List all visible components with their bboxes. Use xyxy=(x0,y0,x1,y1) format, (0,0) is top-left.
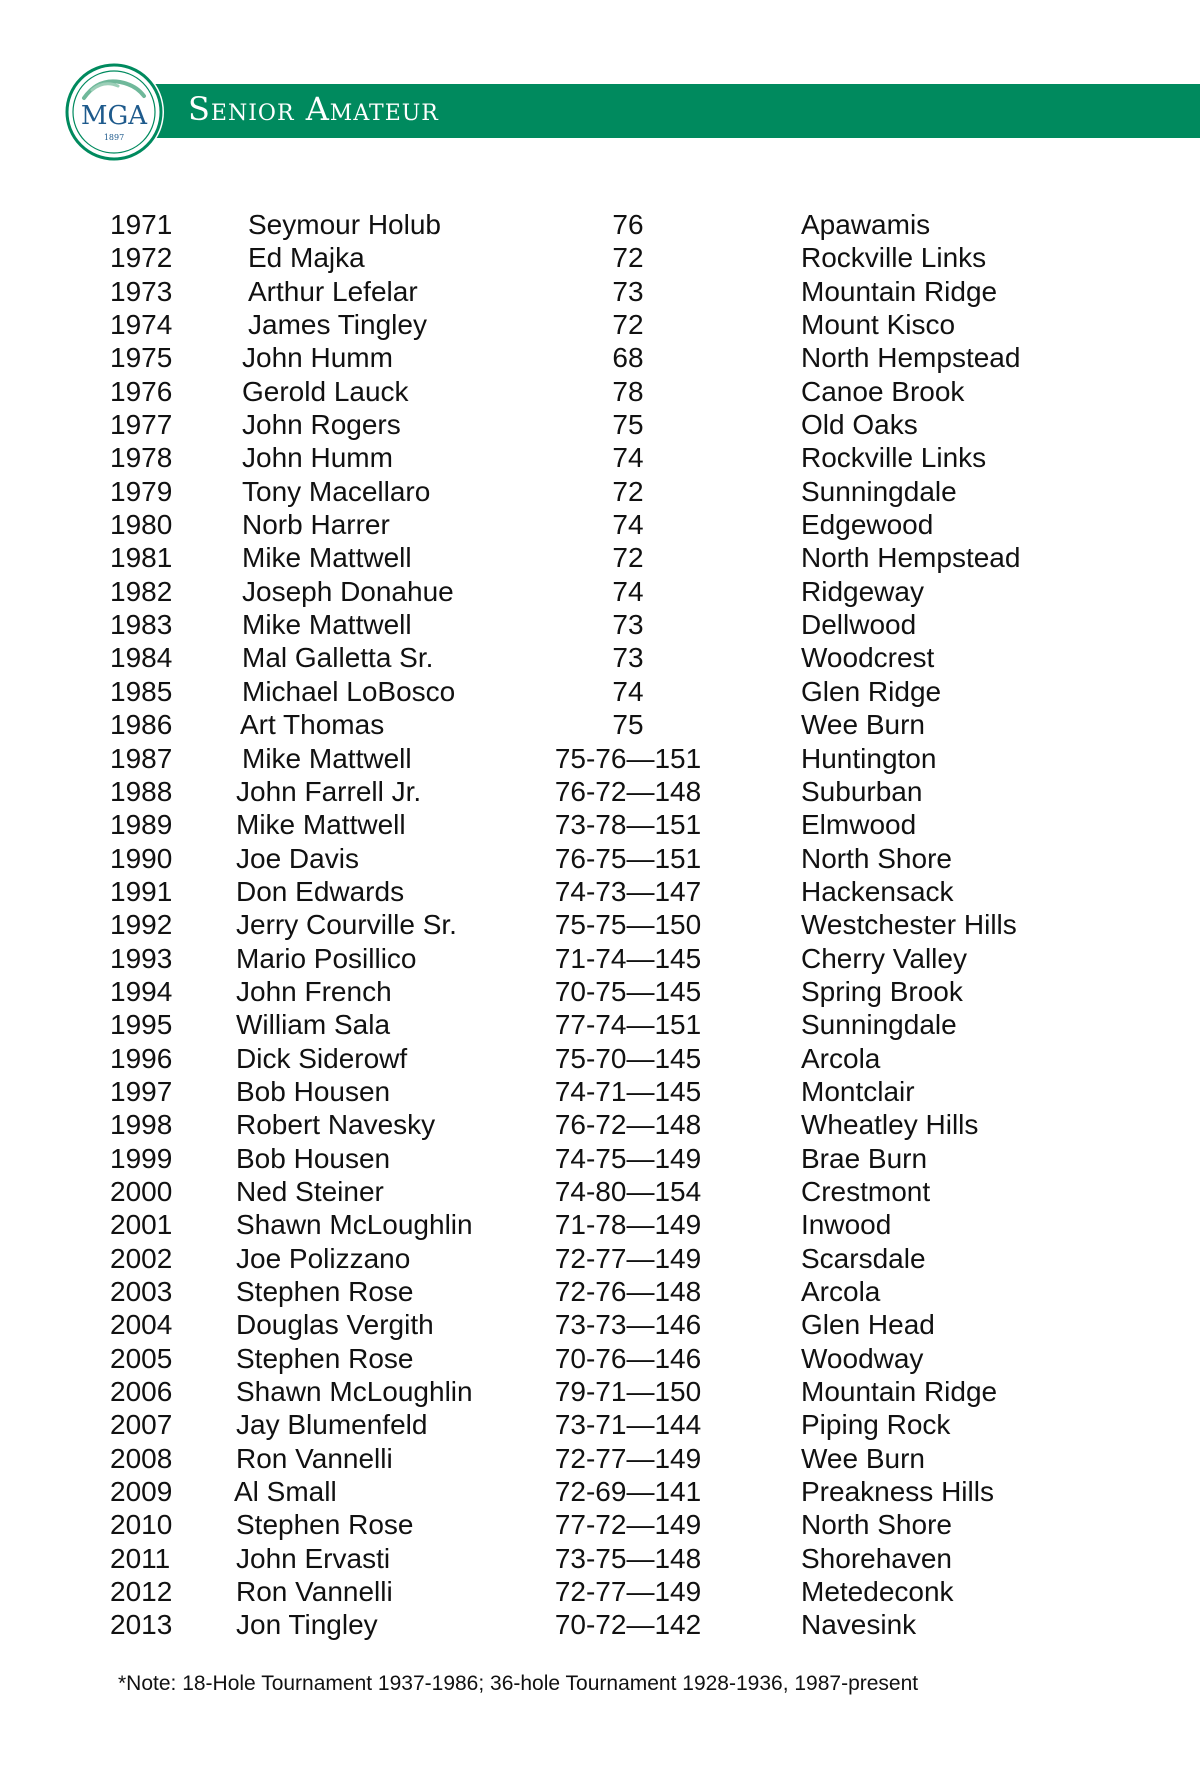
winner-cell: Ron Vannelli xyxy=(236,1576,393,1608)
table-row xyxy=(0,1275,1200,1308)
score-cell: 75 xyxy=(612,409,644,441)
winner-cell: Ned Steiner xyxy=(236,1175,384,1207)
club-cell: Canoe Brook xyxy=(801,375,965,407)
logo-text: MGA xyxy=(80,101,148,131)
table-row xyxy=(0,608,1200,641)
year-cell: 1983 xyxy=(110,609,173,641)
winner-cell: Mike Mattwell xyxy=(242,742,412,774)
score-cell: 73-71—144 xyxy=(554,1409,702,1441)
score-cell: 75-76—151 xyxy=(554,742,702,774)
table-row xyxy=(0,942,1200,975)
year-cell: 2010 xyxy=(110,1509,173,1541)
club-cell: Preakness Hills xyxy=(801,1476,994,1508)
score-cell: 74-73—147 xyxy=(554,875,702,907)
table-row xyxy=(0,441,1200,474)
year-cell: 1981 xyxy=(110,542,173,574)
year-cell: 2000 xyxy=(110,1175,173,1207)
club-cell: Apawamis xyxy=(801,209,931,240)
club-cell: Glen Head xyxy=(801,1309,935,1341)
table-row xyxy=(0,1608,1200,1641)
table-row xyxy=(0,1208,1200,1241)
club-cell: North Shore xyxy=(801,842,952,874)
table-row xyxy=(0,742,1200,775)
score-cell: 71-74—145 xyxy=(554,942,702,974)
table-row xyxy=(0,808,1200,841)
year-cell: 2006 xyxy=(110,1376,173,1408)
year-cell: 2005 xyxy=(110,1342,173,1374)
score-cell: 74 xyxy=(612,675,644,707)
score-cell: 73 xyxy=(612,642,644,674)
year-cell: 1973 xyxy=(110,275,173,307)
table-row xyxy=(0,1342,1200,1375)
club-cell: Hackensack xyxy=(801,875,954,907)
club-cell: Navesink xyxy=(801,1609,917,1641)
winner-cell: Bob Housen xyxy=(236,1142,391,1174)
club-cell: North Hempstead xyxy=(801,542,1021,574)
winner-cell: Jon Tingley xyxy=(236,1609,378,1641)
score-cell: 77-74—151 xyxy=(554,1009,702,1041)
year-cell: 1999 xyxy=(110,1142,173,1174)
year-cell: 1988 xyxy=(110,775,173,807)
year-cell: 2011 xyxy=(110,1542,171,1574)
score-cell: 76-72—148 xyxy=(554,775,702,807)
club-cell: Spring Brook xyxy=(801,975,963,1007)
winner-cell: Mike Mattwell xyxy=(242,542,412,574)
table-row xyxy=(0,1242,1200,1275)
score-cell: 72-77—149 xyxy=(554,1242,702,1274)
club-cell: Mountain Ridge xyxy=(801,275,998,307)
club-cell: Metedeconk xyxy=(801,1576,954,1608)
table-row xyxy=(0,1575,1200,1608)
winner-cell: Dick Siderowf xyxy=(236,1042,408,1074)
winner-cell: Mike Mattwell xyxy=(242,609,412,641)
score-cell: 75-70—145 xyxy=(554,1042,702,1074)
winner-cell: Stephen Rose xyxy=(236,1276,414,1307)
club-cell: North Hempstead xyxy=(801,342,1021,374)
club-cell: Crestmont xyxy=(801,1175,931,1207)
score-cell: 79-71—150 xyxy=(554,1376,702,1408)
score-cell: 74-80—154 xyxy=(554,1175,702,1207)
club-cell: Wee Burn xyxy=(801,709,925,741)
club-cell: Scarsdale xyxy=(801,1242,926,1274)
score-cell: 72 xyxy=(612,542,644,574)
winner-cell: Michael LoBosco xyxy=(242,675,456,707)
score-cell: 76-75—151 xyxy=(554,842,702,874)
score-cell: 72 xyxy=(612,309,644,341)
winner-cell: Mike Mattwell xyxy=(236,809,406,841)
score-cell: 76 xyxy=(612,209,644,240)
winner-cell: Joe Polizzano xyxy=(236,1242,411,1274)
score-cell: 74 xyxy=(612,575,644,607)
year-cell: 1980 xyxy=(110,509,173,541)
table-row xyxy=(0,1142,1200,1175)
table-row xyxy=(0,708,1200,741)
table-row xyxy=(0,475,1200,508)
score-cell: 72 xyxy=(612,475,644,507)
year-cell: 1971 xyxy=(110,209,173,240)
winner-cell: Bob Housen xyxy=(236,1075,391,1107)
year-cell: 2012 xyxy=(110,1576,173,1608)
year-cell: 1995 xyxy=(110,1009,173,1041)
table-row xyxy=(0,308,1200,341)
table-row xyxy=(0,541,1200,574)
club-cell: Ridgeway xyxy=(801,575,924,607)
club-cell: Westchester Hills xyxy=(801,909,1017,941)
year-cell: 1976 xyxy=(110,375,173,407)
winner-cell: Gerold Lauck xyxy=(242,375,409,407)
table-row xyxy=(0,1542,1200,1575)
winner-cell: Stephen Rose xyxy=(236,1509,414,1541)
year-cell: 2002 xyxy=(110,1242,173,1274)
score-cell: 70-76—146 xyxy=(554,1342,702,1374)
page-title: Senior Amateur xyxy=(188,90,439,128)
club-cell: Edgewood xyxy=(801,509,934,541)
logo-year: 1897 xyxy=(103,133,125,142)
winner-cell: Shawn McLoughlin xyxy=(236,1376,473,1408)
table-row xyxy=(0,1408,1200,1441)
year-cell: 1979 xyxy=(110,475,173,507)
score-cell: 72 xyxy=(612,242,644,274)
score-cell: 75-75—150 xyxy=(554,909,702,941)
year-cell: 1974 xyxy=(110,309,173,341)
table-row xyxy=(0,675,1200,708)
year-cell: 1998 xyxy=(110,1109,173,1141)
club-cell: Brae Burn xyxy=(801,1142,928,1174)
score-cell: 71-78—149 xyxy=(554,1209,702,1241)
year-cell: 2003 xyxy=(110,1276,173,1307)
club-cell: Wheatley Hills xyxy=(801,1109,979,1141)
score-cell: 73-78—151 xyxy=(554,809,702,841)
table-row xyxy=(0,975,1200,1008)
club-cell: Wee Burn xyxy=(801,1442,925,1474)
table-row xyxy=(0,508,1200,541)
score-cell: 74-71—145 xyxy=(554,1075,702,1107)
winner-cell: Al Small xyxy=(234,1476,337,1508)
table-row xyxy=(0,1008,1200,1041)
table-row xyxy=(0,1108,1200,1141)
winner-cell: Art Thomas xyxy=(240,709,385,741)
table-row xyxy=(0,408,1200,441)
club-cell: Elmwood xyxy=(801,809,917,841)
score-cell: 73 xyxy=(612,275,644,307)
table-row xyxy=(0,1308,1200,1341)
club-cell: Woodway xyxy=(801,1342,924,1374)
score-cell: 78 xyxy=(612,375,644,407)
club-cell: Old Oaks xyxy=(801,409,918,441)
year-cell: 1991 xyxy=(110,875,173,907)
table-row xyxy=(0,1475,1200,1508)
table-row xyxy=(0,341,1200,374)
winner-cell: John French xyxy=(236,975,392,1007)
winner-cell: Ed Majka xyxy=(248,242,365,274)
winner-cell: Joseph Donahue xyxy=(242,575,454,607)
score-cell: 72-69—141 xyxy=(554,1476,702,1508)
winner-cell: John Humm xyxy=(242,442,393,474)
table-row xyxy=(0,241,1200,274)
year-cell: 2001 xyxy=(110,1209,173,1241)
winner-cell: James Tingley xyxy=(248,309,427,341)
winner-cell: Stephen Rose xyxy=(236,1342,414,1374)
club-cell: Woodcrest xyxy=(801,642,935,674)
year-cell: 1987 xyxy=(110,742,173,774)
table-row xyxy=(0,1375,1200,1408)
table-row xyxy=(0,641,1200,674)
club-cell: Suburban xyxy=(801,775,923,807)
club-cell: Rockville Links xyxy=(801,242,987,274)
year-cell: 1977 xyxy=(110,409,173,441)
score-cell: 74-75—149 xyxy=(554,1142,702,1174)
table-row xyxy=(0,575,1200,608)
club-cell: Montclair xyxy=(801,1075,915,1107)
year-cell: 1975 xyxy=(110,342,173,374)
winner-cell: Arthur Lefelar xyxy=(248,275,418,307)
table-row xyxy=(0,908,1200,941)
club-cell: Huntington xyxy=(801,742,937,774)
footnote: *Note: 18-Hole Tournament 1937-1986; 36-hole Tournament 1928-1936, 1987-present xyxy=(118,1672,919,1695)
score-cell: 76-72—148 xyxy=(554,1109,702,1141)
year-cell: 2007 xyxy=(110,1409,173,1441)
score-cell: 68 xyxy=(612,342,644,374)
club-cell: Dellwood xyxy=(801,609,917,641)
score-cell: 74 xyxy=(612,442,644,474)
score-cell: 70-75—145 xyxy=(554,975,702,1007)
winner-cell: William Sala xyxy=(236,1009,391,1041)
score-cell: 72-77—149 xyxy=(554,1576,702,1608)
club-cell: Cherry Valley xyxy=(801,942,967,974)
year-cell: 2004 xyxy=(110,1309,173,1341)
score-cell: 72-76—148 xyxy=(554,1276,702,1307)
year-cell: 1985 xyxy=(110,675,173,707)
score-cell: 75 xyxy=(612,709,644,741)
year-cell: 1982 xyxy=(110,575,173,607)
score-cell: 77-72—149 xyxy=(554,1509,702,1541)
club-cell: Mount Kisco xyxy=(801,309,956,341)
year-cell: 1978 xyxy=(110,442,173,474)
year-cell: 1989 xyxy=(110,809,173,841)
club-cell: Inwood xyxy=(801,1209,892,1241)
winner-cell: John Ervasti xyxy=(236,1542,391,1574)
table-row xyxy=(0,1442,1200,1475)
club-cell: Piping Rock xyxy=(801,1409,951,1441)
year-cell: 2008 xyxy=(110,1442,173,1474)
winner-cell: John Farrell Jr. xyxy=(236,775,422,807)
winner-cell: Joe Davis xyxy=(236,842,359,874)
club-cell: Rockville Links xyxy=(801,442,987,474)
mga-logo xyxy=(62,60,166,164)
winner-cell: Jerry Courville Sr. xyxy=(236,909,457,941)
club-cell: North Shore xyxy=(801,1509,952,1541)
winner-cell: Mario Posillico xyxy=(236,942,417,974)
table-row xyxy=(0,1042,1200,1075)
year-cell: 1997 xyxy=(110,1075,173,1107)
winner-cell: Douglas Vergith xyxy=(236,1309,434,1341)
winner-cell: John Rogers xyxy=(242,409,401,441)
champions-list xyxy=(0,208,1200,1642)
year-cell: 2013 xyxy=(110,1609,173,1641)
table-row xyxy=(0,208,1200,241)
club-cell: Sunningdale xyxy=(801,475,957,507)
score-cell: 73-75—148 xyxy=(554,1542,702,1574)
table-row xyxy=(0,1508,1200,1541)
year-cell: 1994 xyxy=(110,975,173,1007)
year-cell: 1984 xyxy=(110,642,173,674)
table-row xyxy=(0,275,1200,308)
winner-cell: Shawn McLoughlin xyxy=(236,1209,473,1241)
club-cell: Arcola xyxy=(801,1042,881,1074)
winner-cell: Robert Navesky xyxy=(236,1109,436,1141)
title-banner xyxy=(150,84,1200,138)
score-cell: 72-77—149 xyxy=(554,1442,702,1474)
winner-cell: John Humm xyxy=(242,342,393,374)
club-cell: Sunningdale xyxy=(801,1009,957,1041)
winner-cell: Ron Vannelli xyxy=(236,1442,393,1474)
table-row xyxy=(0,375,1200,408)
score-cell: 74 xyxy=(612,509,644,541)
winner-cell: Mal Galletta Sr. xyxy=(242,642,434,674)
year-cell: 1992 xyxy=(110,909,173,941)
year-cell: 1990 xyxy=(110,842,173,874)
table-row xyxy=(0,1175,1200,1208)
winner-cell: Jay Blumenfeld xyxy=(236,1409,428,1441)
club-cell: Glen Ridge xyxy=(801,675,942,707)
club-cell: Shorehaven xyxy=(801,1542,953,1574)
year-cell: 1996 xyxy=(110,1042,173,1074)
score-cell: 73-73—146 xyxy=(554,1309,702,1341)
winner-cell: Don Edwards xyxy=(236,875,405,907)
score-cell: 73 xyxy=(612,609,644,641)
table-row xyxy=(0,1075,1200,1108)
club-cell: Mountain Ridge xyxy=(801,1376,998,1408)
year-cell: 1972 xyxy=(110,242,173,274)
club-cell: Arcola xyxy=(801,1276,881,1307)
table-row xyxy=(0,842,1200,875)
year-cell: 1986 xyxy=(110,709,173,741)
year-cell: 2009 xyxy=(110,1476,173,1508)
winner-cell: Norb Harrer xyxy=(242,509,390,541)
table-row xyxy=(0,775,1200,808)
score-cell: 70-72—142 xyxy=(554,1609,702,1641)
winner-cell: Tony Macellaro xyxy=(242,475,431,507)
table-row xyxy=(0,875,1200,908)
year-cell: 1993 xyxy=(110,942,173,974)
winner-cell: Seymour Holub xyxy=(248,209,441,240)
